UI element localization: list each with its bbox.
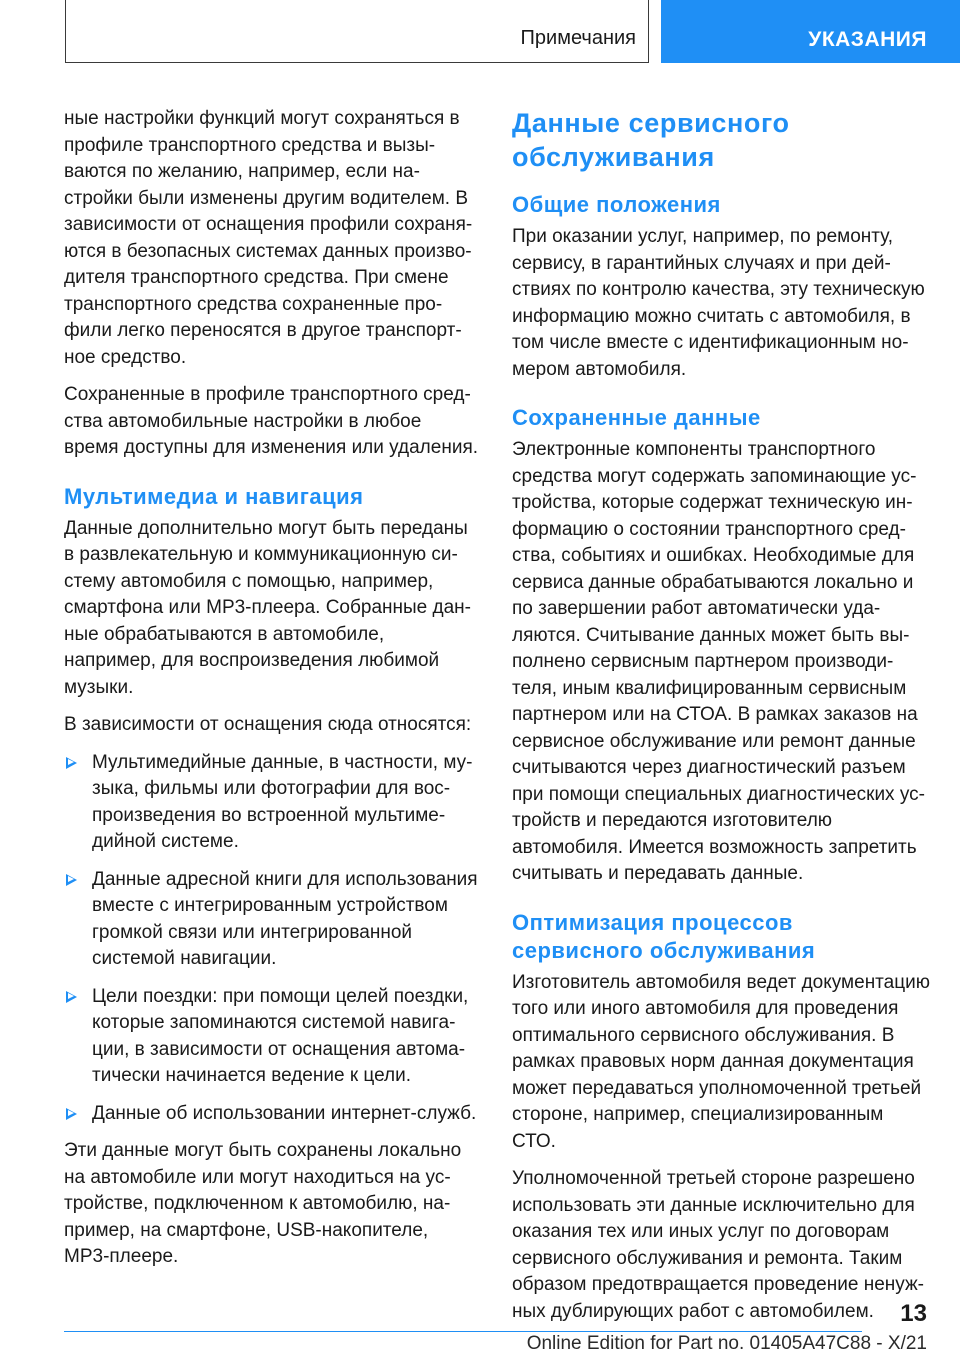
header-section-label: Примечания: [520, 27, 636, 49]
list-item-text: Данные об использовании интернет-служб.: [92, 1102, 477, 1124]
paragraph: ные настройки функций могут сохраняться в профиле транспортного средства и вызываются по желанию, например, если настройки были изменены другим водителем. В зависимости от оснащения профили сохраняются в безопасных системах данных производителя транспортного средства. При смене транспортного средства сохраненные профили легко переносятся в другое транспортное средство.: [64, 108, 473, 368]
paragraph: Сохраненные в профиле транспортного средства автомобильные настройки в любое время доступны для изменения или удаления.: [64, 384, 479, 458]
bullet-list: [64, 750, 478, 1128]
section-heading-optimization: Оптимизация процессов сервисного обслуживания: [512, 909, 816, 963]
footer-divider: [64, 1331, 862, 1332]
section-heading-saved-data: Сохраненные данные: [512, 405, 761, 430]
list-item: [64, 867, 478, 973]
list-item-text: Данные адресной книги для использования вместе с интегрированным устройством громкой связи или интегрированной системой навигации.: [92, 868, 478, 969]
header-frame: [65, 0, 649, 63]
paragraph: Электронные компоненты транспортного средства могут содержать запоминающие устройства, которые содержат техническую информацию о состоянии транспортного средства, событиях и ошибках. Необходимые для сервиса данные обрабатываются локально и по завершении работ автоматически удаляются. Считывание данных может быть выполнено сервисным партнером производителя, иным квалифицированным сервисным партнером или на СТОА. В рамках заказов на сервисное обслуживание или ремонт данные считываются через диагностический разъем при помощи специальных диагностических устройств и передаются изготовителю автомобиля. Имеется возможность запретить считывать и передавать данные.: [512, 439, 925, 884]
paragraph: Уполномоченной третьей стороне разрешено использовать эти данные исключительно для оказания тех или иных услуг по договорам сервисного обслуживания и ремонта. Таким образом предотвращается проведение ненужных дублирующих работ с автомобилем.: [512, 1168, 924, 1322]
paragraph: При оказании услуг, например, по ремонту, сервису, в гарантийных случаях и при действиях по контролю качества, эту техническую информацию можно считать с автомобиля, в том числе вместе с идентификационным номером автомобиля.: [512, 226, 925, 380]
list-item-text: Мультимедийные данные, в частности, музыка, фильмы или фотографии для воспроизведения во встроенной мультимедийной системе.: [92, 751, 473, 852]
section-heading-multimedia: Мультимедиа и навигация: [64, 483, 364, 509]
paragraph: Данные дополнительно могут быть переданы в развлекательную и коммуникационную систему автомобиля с помощью, например, смартфона или MP3-плеера. Собранные данные обрабатываются в автомобиле, например, для воспроизведения любимой музыки.: [64, 517, 471, 698]
triangle-bullet-icon: [66, 757, 77, 769]
list-item: [64, 984, 478, 1090]
right-column: [512, 106, 930, 1336]
list-item: [64, 750, 478, 856]
section-heading-general: Общие положения: [512, 192, 721, 217]
footer-edition: Online Edition for Part no. 01405A47C88 - X/21: [526, 1333, 927, 1354]
list-item-text: Цели поездки: при помощи целей поездки, которые запоминаются системой навигации, в зависимости от оснащения автоматически начинается ведение к цели.: [92, 985, 469, 1086]
triangle-bullet-icon: [66, 1108, 77, 1120]
triangle-bullet-icon: [66, 991, 77, 1003]
paragraph: Изготовитель автомобиля ведет документацию того или иного автомобиля для проведения оптимального сервисного обслуживания. В рамках правовых норм данная документация может передаваться уполномоченной третьей стороне, например, специализированным СТО.: [512, 971, 930, 1152]
page-title: Данные сервисного обслуживания: [512, 108, 790, 172]
paragraph: Эти данные могут быть сохранены локально на автомобиле или могут находиться на устройстве, подключенном к автомобилю, например, на смартфоне, USB-накопителе, MP3-плеере.: [64, 1140, 462, 1267]
list-item: [64, 1101, 478, 1128]
page-number: 13: [900, 1300, 927, 1327]
header-active-tab: УКАЗАНИЯ: [661, 0, 960, 63]
left-column: [64, 106, 478, 1282]
triangle-bullet-icon: [66, 874, 77, 886]
paragraph: В зависимости от оснащения сюда относятся:: [64, 714, 472, 735]
